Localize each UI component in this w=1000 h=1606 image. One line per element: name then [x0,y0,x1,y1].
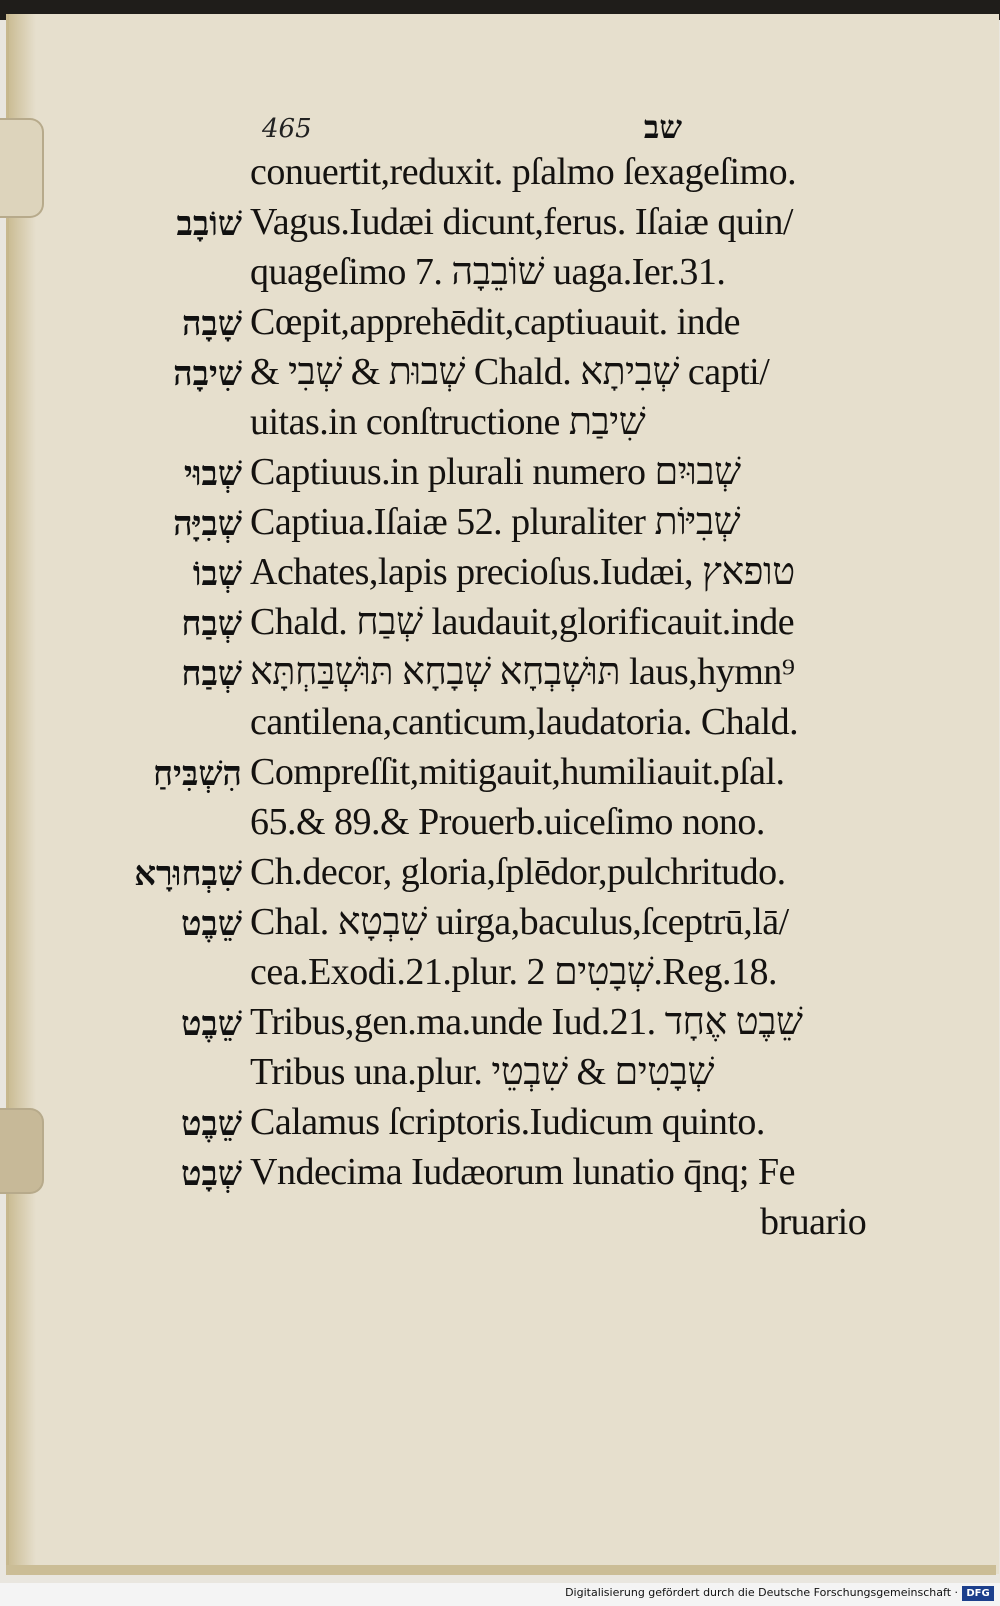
entry-text: Cœpit,apprehēdit,captiuauit. inde [250,301,741,343]
entry-line [0,1100,1000,1150]
entry-line [0,650,1000,700]
entry-text: Captiuus.in plurali numero שְׁבוּיִם [250,451,741,493]
entry-line [0,1150,1000,1200]
entry-text: bruario [760,1201,867,1243]
entry-line [0,450,1000,500]
hebrew-headword: שְׁבָט [181,1154,242,1194]
entry-text: quageſimo 7. שׁוֹבֵבָה uaga.Ier.31. [250,251,726,293]
entry-text: תּוּשְׁבְחָא שְׁבָחָא תּוּשְׁבַּחְתָּא laus,hymn⁹ [250,651,795,693]
entry-text: Chald. שְׁבַח laudauit,glorificauit.inde [250,601,795,643]
entry-text: uitas.in conſtructione שִׁיבַת [250,401,646,443]
entry-line [0,200,1000,250]
entry-line [0,600,1000,650]
entry-line [0,500,1000,550]
running-head: שב [643,108,682,146]
entry-line [0,300,1000,350]
entry-text: Ch.decor, gloria,ſplēdor,pulchritudo. [250,851,786,893]
entry-text: Achates,lapis precioſus.Iudæi, טופאץ [250,551,795,593]
entry-line [0,800,1000,850]
hebrew-headword: שׁוֹבָב [176,204,242,244]
entry-line [0,700,1000,750]
entry-text: conuertit,reduxit. pſalmo ſexageſimo. [250,151,797,193]
hebrew-headword: שְׁבַח [181,604,242,644]
hebrew-headword: שִׁיבָה [173,354,242,394]
hebrew-headword: שֵׁבֶט [181,1004,242,1044]
hebrew-headword: שִׁבְחוּרָא [134,854,242,894]
folio-number: 465 [262,114,312,144]
entry-text: 65.& 89.& Prouerb.uiceſimo nono. [250,801,765,843]
hebrew-headword: שְׁבוּי [183,454,242,494]
entry-text: Tribus,gen.ma.unde Iud.21. שֵׁבֶט אֶחָד [250,1001,803,1043]
entry-line [0,850,1000,900]
entry-line [0,1050,1000,1100]
entry-text: cantilena,canticum,laudatoria. Chald. [250,701,799,743]
page-bottom-edge [6,1565,996,1575]
funding-credit: Digitalisierung gefördert durch die Deutsche Forschungsgemeinschaft · [565,1586,958,1599]
entry-line [0,1000,1000,1050]
entry-line [0,150,1000,200]
entry-text: Compreſſit,mitigauit,humiliauit.pſal. [250,751,785,793]
hebrew-headword: שְׁבִיָּה [173,504,242,544]
hebrew-headword: שֵׁבֶט [181,904,242,944]
hebrew-headword: שְׁבוֹ [192,554,242,594]
dfg-logo: DFG [962,1586,994,1601]
entry-line [0,1200,1000,1250]
entry-line [0,900,1000,950]
digitization-footer [0,1583,1000,1606]
entry-text: Chal. שִׁבְטָא uirga,baculus,ſceptrū,lā/ [250,901,789,943]
entry-text: Calamus ſcriptoris.Iudicum quinto. [250,1101,765,1143]
entry-line [0,950,1000,1000]
entry-line [0,250,1000,300]
entry-line [0,750,1000,800]
entry-text: & שְׁבוּת & שְׁבִי Chald. שְׁבִיתָא capti/ [250,351,770,393]
hebrew-headword: שֵׁבֶט [181,1104,242,1144]
entry-line [0,400,1000,450]
hebrew-headword: שְׁבַח [181,654,242,694]
entry-text: Captiua.Iſaiæ 52. pluraliter שְׁבִיּוֹת [250,501,741,543]
entry-line [0,550,1000,600]
hebrew-headword: הִשְׁבִּיחַ [152,754,242,794]
entry-text: Vagus.Iudæi dicunt,ferus. Iſaiæ quin/ [250,201,793,243]
entry-line [0,350,1000,400]
hebrew-headword: שָׁבָה [181,304,242,344]
page-header [262,108,692,152]
entry-text: Tribus una.plur. שְׁבָטִים & שִׁבְטֵי [250,1051,714,1093]
entry-text: cea.Exodi.21.plur. שְׁבָטִים 2.Reg.18. [250,951,778,993]
entry-text: Vndecima Iudæorum lunatio q̄nq; Fe [250,1151,795,1193]
